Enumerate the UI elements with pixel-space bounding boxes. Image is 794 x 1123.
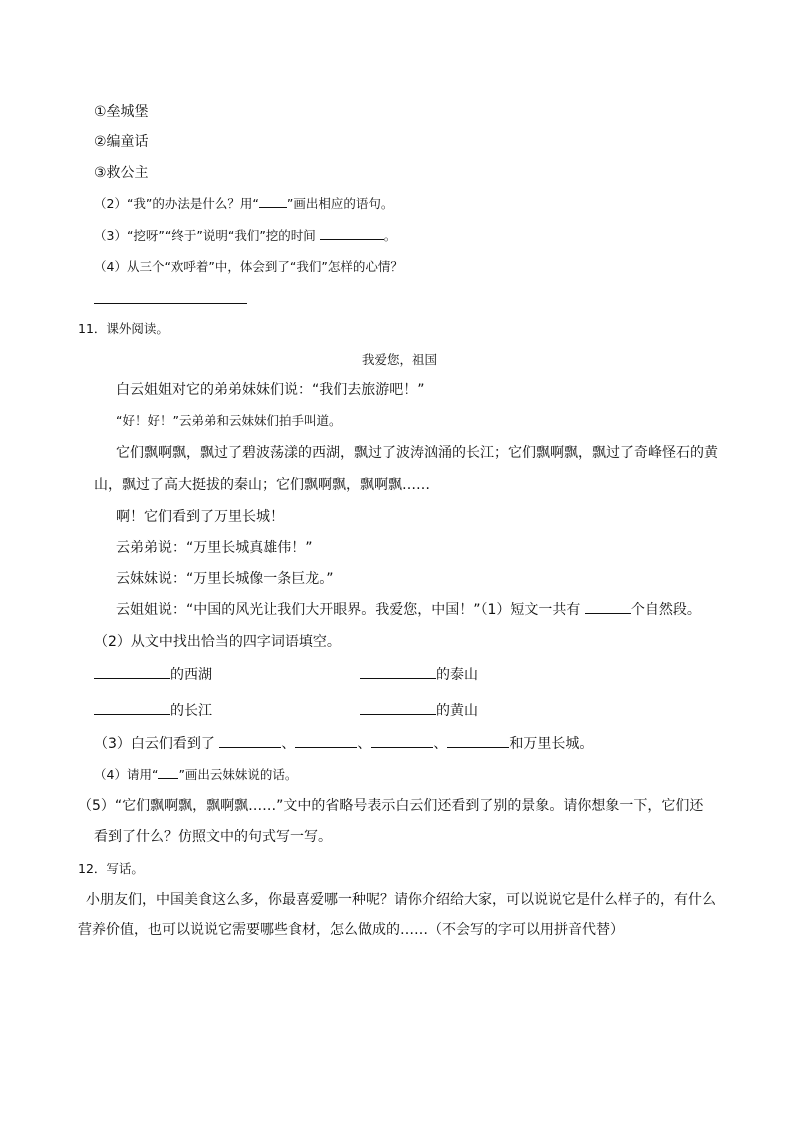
fill-changjiang <box>94 702 212 720</box>
blank <box>371 735 433 748</box>
passage-line-1: 白云姐姐对它的弟弟妹妹们说：“我们去旅游吧！” <box>116 382 425 398</box>
fill-taishan <box>360 666 478 684</box>
q12-line-2: 营养价值，也可以说说它需要哪些食材，怎么做成的……（不会写的字可以用拼音代替） <box>78 922 624 938</box>
q11-sub5-line-2: 看到了什么？仿照文中的句式写一写。 <box>94 829 332 845</box>
option-3: ③救公主 <box>94 165 149 181</box>
q11-sub4-before: （4）请用“ <box>94 767 159 782</box>
q11-sub5-line-1: （5）“它们飘啊飘，飘啊飘……”文中的省略号表示白云们还看到了别的景象。请你想象一下，它们还 <box>78 798 704 814</box>
q11-heading: 11．课外阅读。 <box>78 321 169 336</box>
option-1: ①垒城堡 <box>94 104 149 120</box>
passage-line-7: 云妹妹说：“万里长城像一条巨龙。” <box>116 571 334 587</box>
q11-sub3 <box>94 735 593 753</box>
blank <box>158 766 178 779</box>
blank <box>360 666 436 679</box>
passage-title: 我爱您，祖国 <box>362 352 438 367</box>
passage-line-5: 啊！它们看到了万里长城！ <box>116 509 284 525</box>
q11-sub4 <box>94 766 297 784</box>
q10-sub2-before: （2）“我”的办法是什么？用“ <box>94 196 259 211</box>
q11-sub1-after: 个自然段。 <box>630 602 701 618</box>
q10-sub3 <box>94 227 396 245</box>
blank <box>447 735 509 748</box>
q11-sub4-after: ”画出云妹妹说的话。 <box>178 767 298 782</box>
q11-sub2: （2）从文中找出恰当的四字词语填空。 <box>94 634 341 650</box>
blank <box>94 666 170 679</box>
q11-sub3-before: （3）白云们看到了 <box>94 736 220 752</box>
passage-line-8 <box>116 601 701 619</box>
q10-sub4: （4）从三个“欢呼着”中，体会到了“我们”怎样的心情？ <box>94 259 403 274</box>
blank <box>94 702 170 715</box>
fill-changjiang-label: 的长江 <box>170 703 212 719</box>
q10-sub2-after: ”画出相应的语句。 <box>286 196 394 211</box>
passage-line-3: 它们飘啊飘，飘过了碧波荡漾的西湖，飘过了波涛汹涌的长江；它们飘啊飘，飘过了奇峰怪石的黄 <box>116 445 718 461</box>
passage-line-6: 云弟弟说：“万里长城真雄伟！” <box>116 540 313 556</box>
passage-line-2: “好！好！”云弟弟和云妹妹们拍手叫道。 <box>116 413 342 428</box>
blank <box>295 735 357 748</box>
blank <box>219 735 281 748</box>
q11-sub3-after: 和万里长城。 <box>509 736 594 752</box>
sep: 、 <box>281 736 296 752</box>
blank <box>360 702 436 715</box>
q10-sub3-before: （3）“挖呀”“终于”说明“我们”挖的时间 <box>94 228 320 243</box>
q12-heading: 12．写话。 <box>78 861 144 876</box>
fill-xihu-label: 的西湖 <box>170 667 212 683</box>
blank <box>259 195 287 208</box>
q12-line-1: 小朋友们，中国美食这么多，你最喜爱哪一种呢？请你介绍给大家，可以说说它是什么样子的，有什么 <box>86 892 716 908</box>
option-2: ②编童话 <box>94 134 149 150</box>
answer-line <box>94 303 247 304</box>
passage-line-8-text: 云姐姐说：“中国的风光让我们大开眼界。我爱您，中国！”（1）短文一共有 <box>116 602 585 618</box>
sep: 、 <box>357 736 372 752</box>
q10-sub3-after: 。 <box>383 228 397 243</box>
fill-taishan-label: 的泰山 <box>436 667 478 683</box>
fill-huangshan-label: 的黄山 <box>436 703 478 719</box>
sep: 、 <box>433 736 448 752</box>
fill-xihu <box>94 666 212 684</box>
q10-sub2 <box>94 195 393 213</box>
fill-huangshan <box>360 702 478 720</box>
passage-line-4: 山，飘过了高大挺拔的秦山；它们飘啊飘，飘啊飘…… <box>94 477 430 493</box>
blank <box>320 227 384 240</box>
blank <box>585 601 631 614</box>
